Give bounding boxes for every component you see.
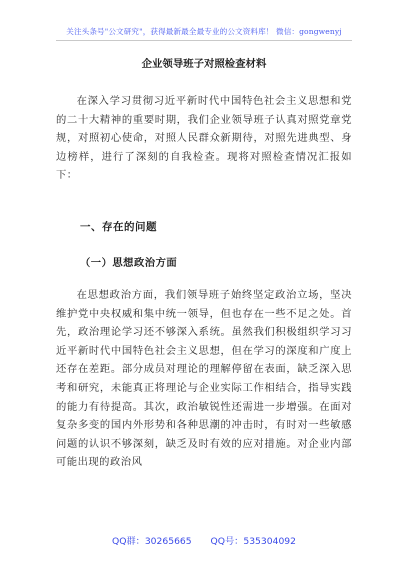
intro-paragraph: 在深入学习贯彻习近平新时代中国特色社会主义思想和党的二十大精神的重要时期，我们企业领导班子认真对照党章党规，对照初心使命，对照人民群众新期待，对照先进典型、身边榜样，进行了深刻的自我检查。现将对照检查情况汇报如下： [56, 95, 352, 182]
section-heading: 一、存在的问题 [80, 221, 157, 233]
subsection-heading: （一）思想政治方面 [80, 257, 178, 269]
header-divider [56, 40, 352, 41]
footer-contacts [0, 533, 408, 547]
footer-qq-group: QQ群：30265665 [112, 536, 192, 547]
header-notice: 关注头条号"公文研究"，获得最新最全最专业的公文资料库！ 微信：gongwenyj [66, 27, 342, 36]
body-paragraph: 在思想政治方面，我们领导班子始终坚定政治立场，坚决维护党中央权威和集中统一领导，但也存在一些不足之处。首先，政治理论学习还不够深入系统。虽然我们积极组织学习习近平新时代中国特色社会主义思想，但在学习的深度和广度上还存在差距。部分成员对理论的理解停留在表面，缺乏深入思考和研究，未能真正将理论与企业实际工作相结合，指导实践的能力有待提高。其次，政治敏锐性还需进一步增强。在面对复杂多变的国内外形势和各种思潮的冲击时，有时对一些敏感问题的认识不够深刻，缺乏及时有效的应对措施。对企业内部可能出现的政治风 [56, 289, 352, 469]
footer-qq: QQ号：535304092 [210, 536, 296, 547]
document-title: 企业领导班子对照检查材料 [141, 58, 267, 70]
